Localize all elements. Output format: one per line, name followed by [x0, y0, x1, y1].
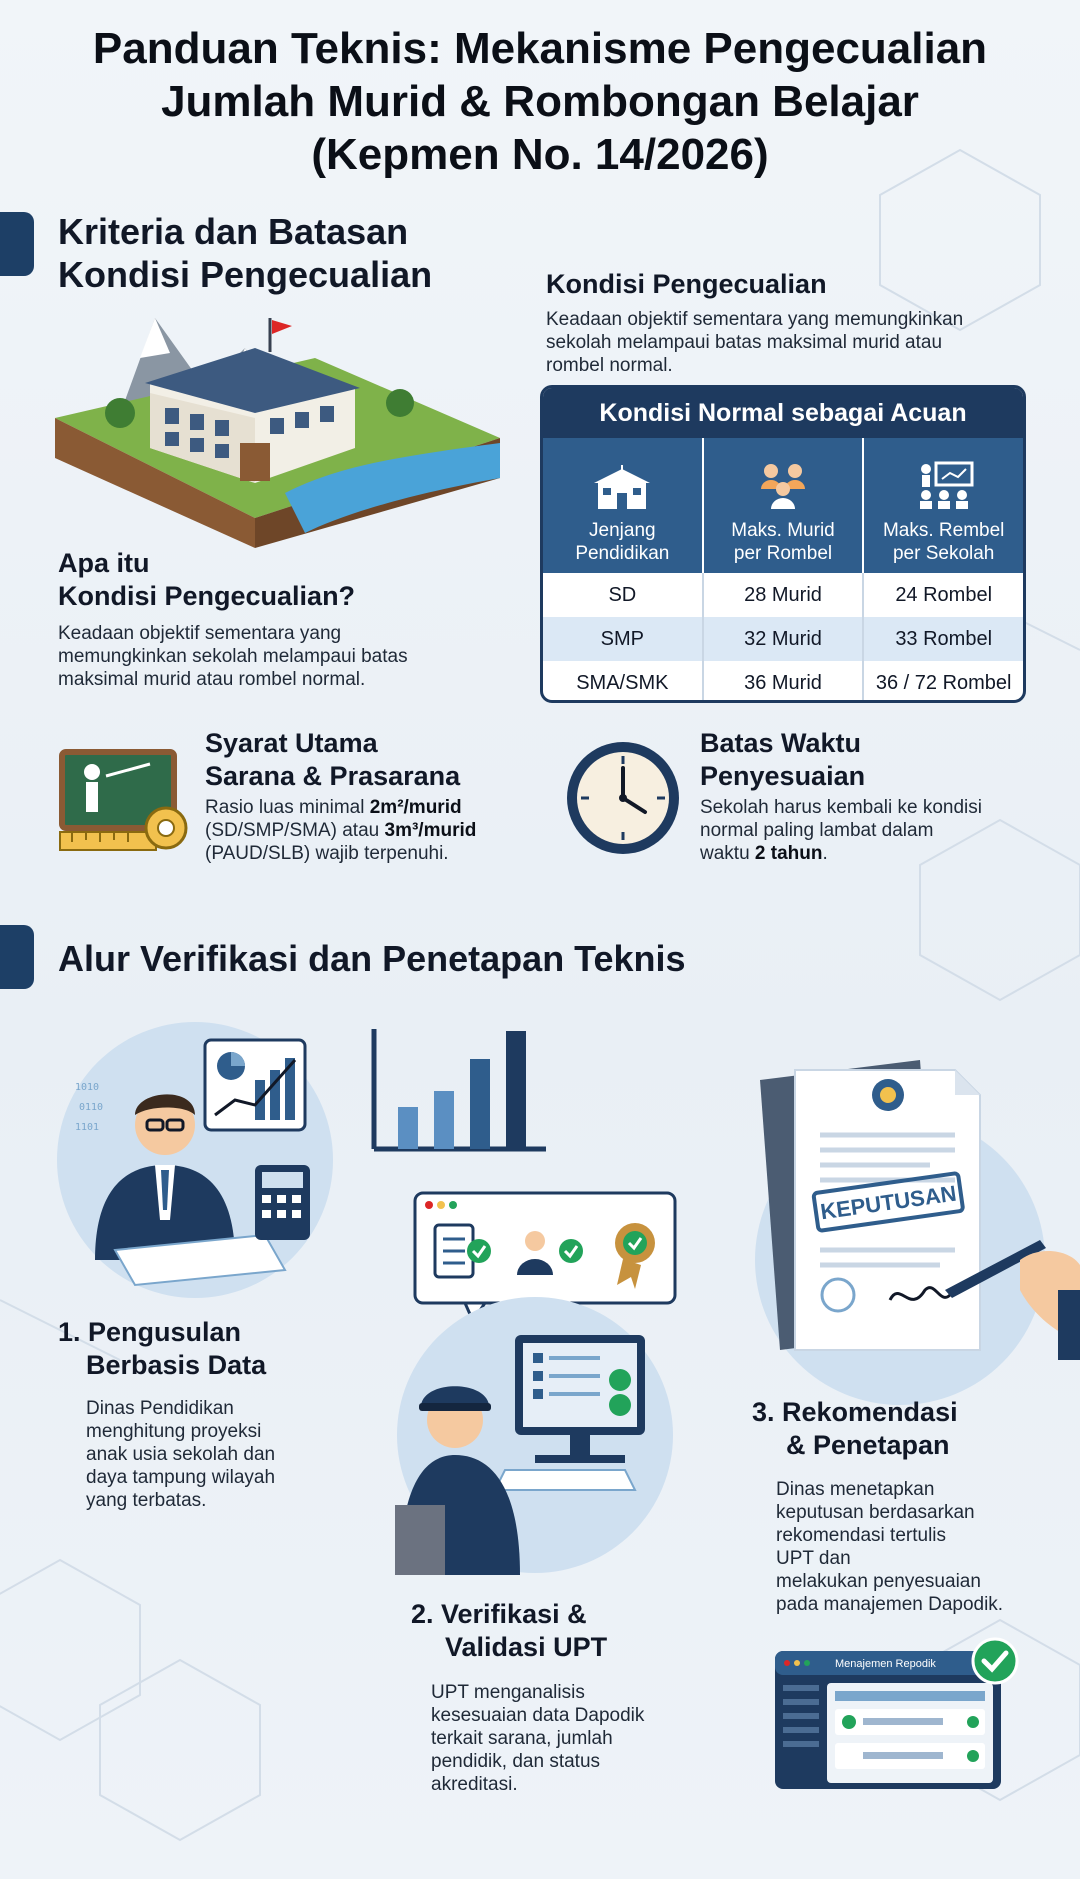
- column-header-line: Maks. Rembel: [882, 520, 1005, 541]
- apa-itu-description: [58, 622, 408, 691]
- column-header-jenjang: [543, 438, 704, 573]
- desc-line: [205, 796, 476, 819]
- page-title: [40, 22, 1040, 181]
- syarat-title-line: Sarana & Prasarana: [205, 761, 461, 791]
- table-row: [543, 573, 1023, 617]
- section-marker: [0, 925, 34, 989]
- officer-verification-illustration: [395, 1185, 685, 1575]
- desc-line: anak usia sekolah dan: [86, 1444, 276, 1465]
- desc-line: memungkinkan sekolah melampaui batas: [58, 646, 408, 667]
- desc-line: normal paling lambat dalam: [700, 820, 934, 841]
- bold-value: 2 tahun: [754, 843, 823, 864]
- stamp-text: KEPUTUSAN: [818, 1180, 958, 1225]
- desc-line: [700, 842, 982, 865]
- dapodik-management-window: [773, 1637, 1033, 1793]
- kondisi-description: [546, 308, 963, 377]
- desc-line: sekolah melampaui batas maksimal murid atau: [546, 332, 943, 353]
- desc-line: yang terbatas.: [86, 1490, 207, 1511]
- decree-document-illustration: [740, 1050, 1080, 1410]
- desc-line: [205, 819, 476, 842]
- analyst-illustration: [55, 1020, 345, 1310]
- step-title-line: 2. Verifikasi &: [411, 1599, 587, 1629]
- desc-line: Keadaan objektif sementara yang memungkinkan: [546, 309, 964, 330]
- column-header-line: per Sekolah: [892, 543, 995, 564]
- school-island-illustration: [55, 318, 500, 548]
- students-group-icon: [751, 461, 815, 511]
- step-title-line: 1. Pengusulan: [58, 1317, 242, 1347]
- table-cell: 32 Murid: [704, 617, 865, 661]
- syarat-title: [205, 727, 460, 793]
- bar-chart-icon: [370, 1025, 550, 1155]
- normal-condition-table: [540, 385, 1026, 703]
- text-run: Rasio luas minimal: [205, 797, 370, 818]
- batas-title-line: Penyesuaian: [700, 761, 866, 791]
- desc-line: maksimal murid atau rombel normal.: [58, 669, 366, 690]
- table-title: Kondisi Normal sebagai Acuan: [543, 388, 1023, 438]
- step-2-title: [411, 1598, 607, 1664]
- desc-line: (PAUD/SLB) wajib terpenuhi.: [205, 843, 449, 864]
- column-header-maks-rombel: [864, 438, 1023, 573]
- svg-text:0110: 0110: [79, 1102, 104, 1113]
- column-header-line: Pendidikan: [575, 543, 670, 564]
- batas-waktu-description: [700, 796, 982, 865]
- desc-line: menghitung proyeksi: [86, 1421, 262, 1442]
- step-title-line: 3. Rekomendasi: [752, 1397, 958, 1427]
- apa-itu-title-line: Kondisi Pengecualian?: [58, 581, 356, 611]
- step-title-line: Berbasis Data: [86, 1350, 267, 1380]
- step-title-line: Validasi UPT: [445, 1632, 608, 1662]
- step-1-title: [58, 1316, 266, 1382]
- bold-value: 3m³/murid: [384, 820, 477, 841]
- section-title-kriteria: [58, 210, 432, 296]
- table-cell: SMP: [543, 617, 704, 661]
- desc-line: UPT menganalisis: [431, 1682, 585, 1703]
- text-run: waktu: [700, 843, 755, 864]
- desc-line: UPT dan: [776, 1548, 851, 1569]
- desc-line: akreditasi.: [431, 1774, 518, 1795]
- desc-line: terkait sarana, jumlah: [431, 1728, 613, 1749]
- desc-line: keputusan berdasarkan: [776, 1502, 975, 1523]
- table-cell: SD: [543, 573, 704, 617]
- table-row: [543, 617, 1023, 661]
- column-header-line: Maks. Murid: [731, 520, 835, 541]
- text-run: (SD/SMP/SMA) atau: [205, 820, 385, 841]
- page-title-line: Panduan Teknis: Mekanisme Pengecualian: [92, 24, 988, 73]
- desc-line: pada manajemen Dapodik.: [776, 1594, 1004, 1615]
- desc-line: Sekolah harus kembali ke kondisi: [700, 797, 982, 818]
- svg-text:1101: 1101: [75, 1122, 100, 1133]
- apa-itu-title: [58, 547, 355, 613]
- batas-title-line: Batas Waktu: [700, 728, 862, 758]
- desc-line: pendidik, dan status: [431, 1751, 601, 1772]
- window-title: Menajemen Repodik: [835, 1658, 936, 1670]
- step-2-description: [431, 1681, 644, 1796]
- desc-line: rombel normal.: [546, 355, 673, 376]
- page-title-line: Jumlah Murid & Rombongan Belajar: [161, 77, 919, 126]
- table-cell: 28 Murid: [704, 573, 865, 617]
- kondisi-title: Kondisi Pengecualian: [546, 269, 827, 299]
- column-header-maks-murid: [704, 438, 865, 573]
- desc-line: kesesuaian data Dapodik: [431, 1705, 645, 1726]
- clock-icon: [563, 738, 683, 858]
- syarat-description: [205, 796, 476, 865]
- text-run: .: [822, 843, 828, 864]
- syarat-title-line: Syarat Utama: [205, 728, 378, 758]
- column-header-line: Jenjang: [589, 520, 656, 541]
- table-cell: 24 Rombel: [895, 584, 993, 606]
- table-column-headers: [543, 438, 1023, 573]
- table-cell: 36 Murid: [704, 661, 865, 703]
- classroom-measure-icon: [58, 748, 190, 856]
- desc-line: daya tampung wilayah: [86, 1467, 276, 1488]
- desc-line: Dinas Pendidikan: [86, 1398, 234, 1419]
- desc-line: Dinas menetapkan: [776, 1479, 935, 1500]
- classroom-icon: [912, 461, 976, 511]
- desc-line: melakukan penyesuaian: [776, 1571, 981, 1592]
- section-title-line: Kondisi Pengecualian: [58, 254, 433, 295]
- step-3-description: [776, 1478, 1003, 1616]
- apa-itu-title-line: Apa itu: [58, 548, 150, 578]
- table-cell: 33 Rombel: [895, 628, 993, 650]
- section-title-alur: Alur Verifikasi dan Penetapan Teknis: [58, 938, 686, 979]
- step-1-description: [86, 1397, 275, 1512]
- school-icon: [590, 465, 654, 511]
- section-marker: [0, 212, 34, 276]
- table-cell: 36 / 72 Rombel: [875, 672, 1012, 694]
- page-title-line: (Kepmen No. 14/2026): [311, 130, 769, 179]
- desc-line: rekomendasi tertulis: [776, 1525, 947, 1546]
- table-row: [543, 661, 1023, 703]
- column-header-line: per Rombel: [733, 543, 833, 564]
- table-cell: SMA/SMK: [543, 661, 704, 703]
- desc-line: Keadaan objektif sementara yang: [58, 623, 342, 644]
- bold-value: 2m²/murid: [369, 797, 462, 818]
- step-title-line: & Penetapan: [786, 1430, 950, 1460]
- svg-text:1010: 1010: [75, 1082, 100, 1093]
- section-title-line: Kriteria dan Batasan: [58, 211, 409, 252]
- batas-waktu-title: [700, 727, 865, 793]
- step-3-title: [752, 1396, 958, 1462]
